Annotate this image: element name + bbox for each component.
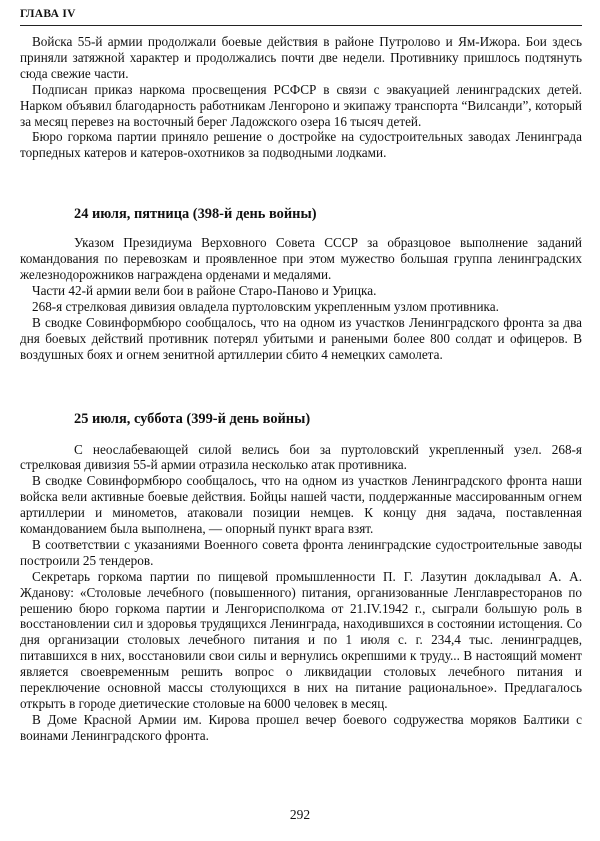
paragraph: В сводке Совинформбюро сообщалось, что на одном из участков Ленинградского фронта за два дня боевых действий противник потерял убитыми и ранеными более 800 солдат и офицеров. В воздушных боях и огнем зенитной артиллерии сбито 4 немецких самолета. [20,314,582,362]
heading-spacer [20,428,582,442]
paragraph: Бюро горкома партии приняло решение о достройке на судостроительных заводах Ленинграда торпедных катеров и катеров-охотников за подводными лодками. [20,129,582,161]
chapter-header: ГЛАВА IV [20,8,76,20]
page-body [20,34,582,744]
paragraph: С неослабевающей силой велись бои за пуртоловский укрепленный узел. 268-я стрелковая дивизия 55-й армии отразила несколько атак противника. [20,441,582,473]
section-spacer [20,161,582,205]
paragraph: В соответствии с указаниями Военного совета фронта ленинградские судостроительные заводы построили 25 тендеров. [20,536,582,568]
paragraph: Подписан приказ наркома просвещения РСФСР в связи с эвакуацией ленинградских детей. Нарком объявил благодарность работникам Ленгороно и экипажу транспорта “Вилсанди”, который за месяц перевез на восточный берег Ладожского озера 16 тысяч детей. [20,81,582,129]
paragraph: В сводке Совинформбюро сообщалось, что на одном из участков Ленинградского фронта наши войска вели активные боевые действия. Бойцы нашей части, поддержанные массированным огнем артиллерии и минометов, атаковали позиции немцев. К концу дня задача, поставленная командованием была выполнена, — опорный пункт врага взят. [20,473,582,537]
heading-spacer [20,223,582,235]
paragraph: Секретарь горкома партии по пищевой промышленности П. Г. Лазутин докладывал А. А. Жданову: «Столовые лечебного (повышенного) питания, организованные Ленглавресторанов по решению бюро горкома партии и Ленгорисполкома от 21.IV.1942 г., сыграли большую роль в восстановлении сил и здоровья трудящихся Ленинграда, находившихся в состоянии истощения. Со дня организации столовых лечебного питания и по 1 июля с. г. 234,4 тыс. ленинградцев, питавшихся в них, восстановили свои силы и вернулись окрепшими к труду... В настоящий момент является своевременным решить вопрос о ликвидации столовых лечебного питания и переключение основной массы столующихся в них на питание рациональное». Предлагалось открыть в городе диетические столовые на 6000 человек в месяц. [20,568,582,711]
page-number: 292 [289,807,311,822]
paragraph: Части 42-й армии вели бои в районе Старо-Паново и Урицка. [32,282,377,298]
day-heading-july-24: 24 июля, пятница (398-й день войны) [74,206,317,223]
header-rule [20,25,582,26]
day-heading-july-25: 25 июля, суббота (399-й день войны) [74,410,311,427]
paragraph: 268-я стрелковая дивизия овладела пуртоловским укрепленным узлом противника. [32,298,499,314]
section-spacer [20,363,582,410]
paragraph: Войска 55-й армии продолжали боевые действия в районе Путролово и Ям-Ижора. Бои здесь приняли затяжной характер и продолжались почти две недели. Противнику пришлось подтянуть сюда свежие части. [20,34,582,81]
paragraph: В Доме Красной Армии им. Кирова прошел вечер боевого содружества моряков Балтики с воинами Ленинградского фронта. [20,711,582,743]
paragraph: Указом Президиума Верховного Совета СССР за образцовое выполнение заданий командования по перевозкам и проявленное при этом мужество большая группа ленинградских железнодорожников награждена орденами и медалями. [20,235,582,283]
